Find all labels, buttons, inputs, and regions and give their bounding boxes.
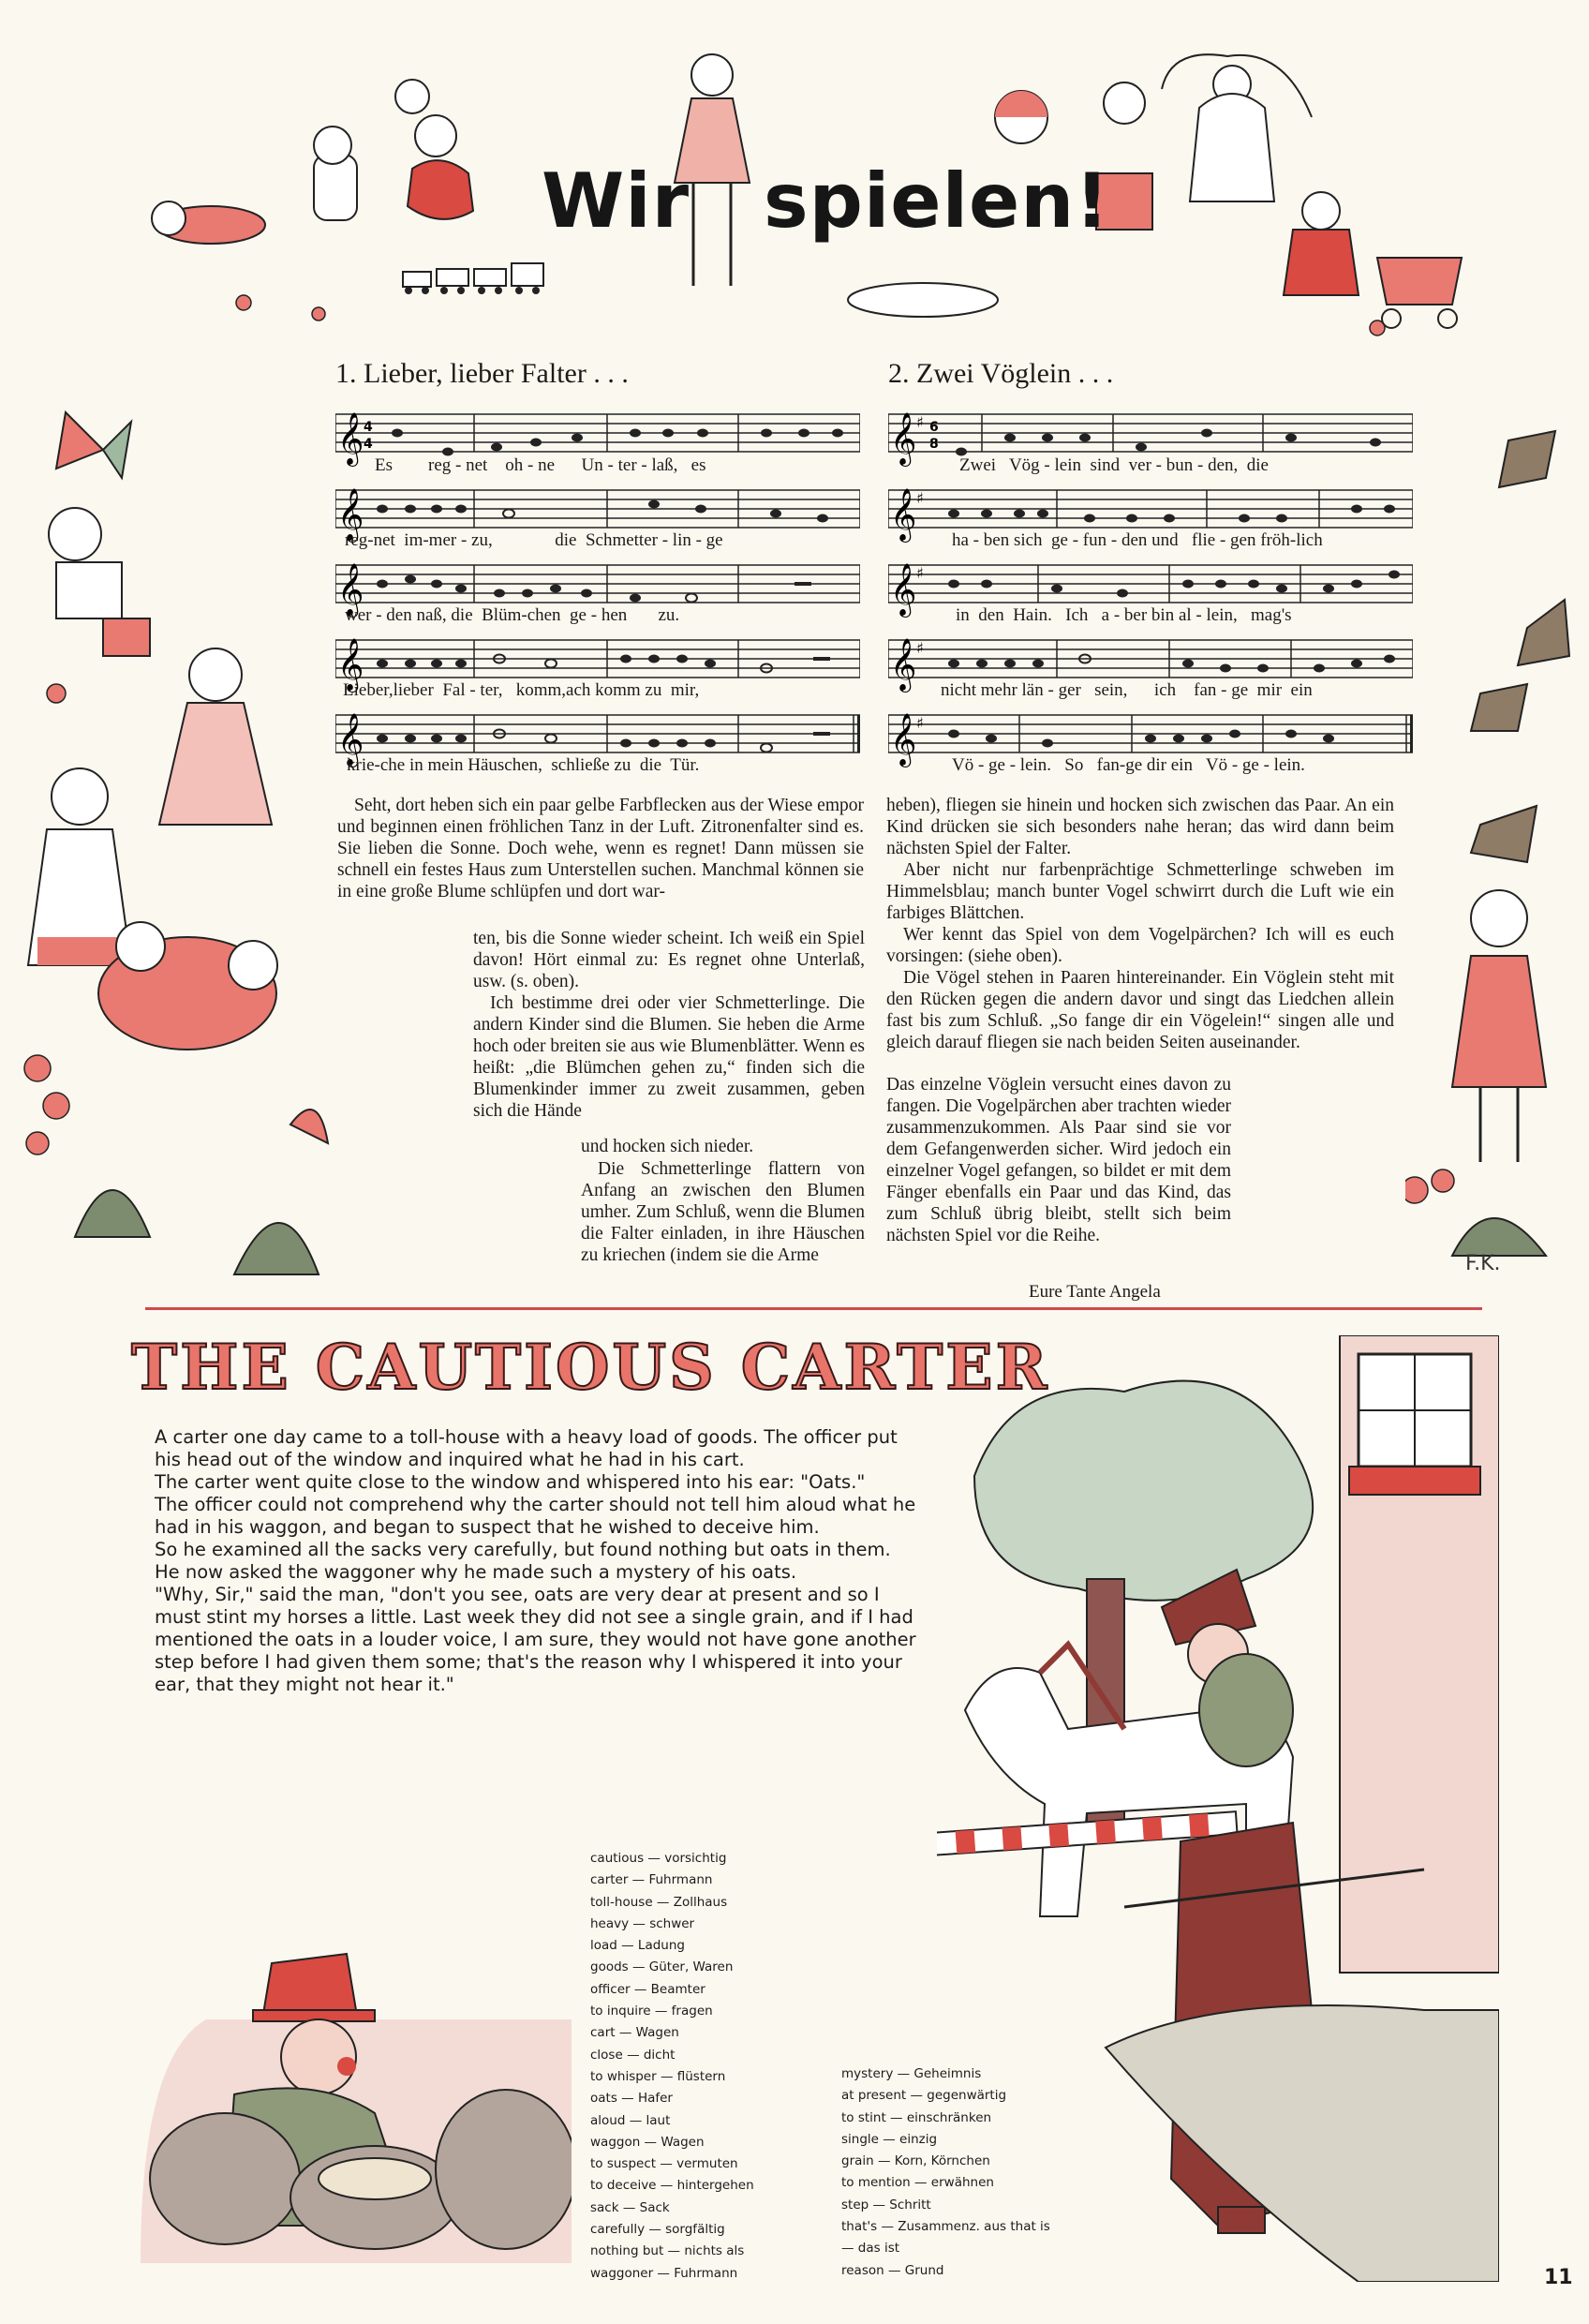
vocab-item: at present — gegenwärtig [841, 2088, 1007, 2104]
vocab-item: cautious — vorsichtig [590, 1851, 727, 1866]
vocab-item: heavy — schwer [590, 1915, 695, 1931]
vocab-item: load — Ladung [590, 1938, 685, 1954]
svg-text:𝄞: 𝄞 [337, 488, 364, 541]
officer-sacks-illustration [131, 1870, 572, 2263]
svg-text:♯: ♯ [916, 413, 924, 431]
paragraph: und hocken sich nieder. [581, 1137, 754, 1156]
vocab-item: grain — Korn, Körnchen [841, 2153, 990, 2169]
song-1-lyric-line-3: wer - den naß, die Blüm-chen ge - hen zu. [345, 605, 680, 625]
paragraph: Das einzelne Vöglein versucht eines davon zu fangen. Die Vogelpärchen aber trachten wieder zusammenzukommen. Als Paar sind sie vor dem Gefangenwerden sicher. Wird jedoch ein einzelner Vogel gefangen, so bildet er mit dem Fänger ebenfalls ein Paar und das Kind, das zum Schluß übrig bleibt, stellt sich beim nächsten Spiel vor die Reihe. [886, 1075, 1231, 1245]
page-number: 11 [1544, 2266, 1573, 2289]
story-paragraph: "Why, Sir," said the man, "don't you see, oats are very dear at present and so I must stint my horses a little. Last week they did not see a single grain, and if I had mentioned the oats in a louder voice, I am sure, they would not have gone another step before I had given them some; that's the reason why I whispered it into your ear, that they might not hear it." [155, 1584, 916, 1695]
artist-initials: F.K. [1465, 1252, 1501, 1275]
german-text-column-1d [581, 1158, 865, 1266]
paragraph: Seht, dort heben sich ein paar gelbe Farbflecken aus der Wiese empor und beginnen einen fröhlichen Tanz in der Luft. Zitronenfalter sind es. Sie lieben die Sonne. Doch wehe, wenn es regnet! Dann müssen sie schnell ein festes Haus zum Unterstellen suchen. Manchmal können sie in eine große Blume schlüpfen und dort war- [337, 796, 864, 901]
svg-text:8: 8 [929, 437, 939, 452]
vocab-item: carter — Fuhrmann [590, 1872, 713, 1888]
song-2-lyric-line-4: nicht mehr län - ger sein, ich fan - ge mir ein [941, 680, 1313, 700]
song-2-lyric-line-5: Vö - ge - lein. So fan-ge dir ein Vö - ge - lein. [952, 755, 1305, 775]
svg-text:♯: ♯ [916, 489, 924, 507]
svg-text:𝄞: 𝄞 [337, 713, 364, 766]
vocab-item: mystery — Geheimnis [841, 2066, 982, 2081]
butterfly-children-illustration [0, 394, 337, 1293]
vocab-item: carefully — sorgfältig [590, 2222, 725, 2238]
vocab-item: waggoner — Fuhrmann [590, 2265, 738, 2281]
german-text-column-2a [886, 795, 1394, 1053]
song-2-lyric-line-3: in den Hain. Ich a - ber bin al - lein, mag's [956, 605, 1292, 625]
vocab-item: aloud — laut [590, 2112, 671, 2128]
vocab-item: nothing but — nichts als [590, 2243, 745, 2259]
carter-title: THE CAUTIOUS CARTER [131, 1331, 1050, 1404]
vocabulary-list-2 [841, 2063, 1057, 2282]
german-text-column-2b [886, 1074, 1231, 1246]
vocab-item: officer — Beamter [590, 1981, 705, 1997]
vocabulary-list-1 [590, 1848, 754, 2285]
vocab-item: close — dicht [590, 2047, 676, 2063]
svg-text:𝄞: 𝄞 [337, 563, 364, 616]
vocab-item: goods — Güter, Waren [590, 1959, 734, 1975]
svg-text:4: 4 [364, 420, 373, 435]
vocab-item: cart — Wagen [590, 2025, 679, 2041]
paragraph: Aber nicht nur farbenprächtige Schmetterlinge schweben im Himmelsblau; manch bunter Vogel schwirrt durch die Luft wie ein farbiges Blättchen. [886, 860, 1394, 923]
svg-text:𝄞: 𝄞 [890, 412, 917, 465]
german-text-column-1a [337, 795, 864, 902]
vocab-item: to stint — einschränken [841, 2109, 992, 2125]
paragraph: ten, bis die Sonne wieder scheint. Ich weiß ein Spiel davon! Hört einmal zu: Es regnet ohne Unterlaß, usw. (s. oben). [473, 929, 865, 991]
song-1-lyric-line-4: Lieber,lieber Fal - ter, komm,ach komm zu mir, [343, 680, 700, 700]
paragraph: Ich bestimme drei oder vier Schmetterlinge. Die andern Kinder sind die Blumen. Sie heben die Arme hoch oder breiten sie aus wie Blumenblätter. Wenn es heißt: „die Blümchen gehen zu,“ finden sich die Blumenkinder immer zu zweit zusammen, geben sich die Hände [473, 993, 865, 1121]
vocab-item: oats — Hafer [590, 2091, 673, 2107]
section-divider [145, 1307, 1482, 1310]
vocab-item: sack — Sack [590, 2199, 670, 2215]
vocab-item: to deceive — hintergehen [590, 2178, 754, 2194]
story-paragraph: The carter went quite close to the window and whispered into his ear: "Oats." [155, 1471, 866, 1493]
vocab-item: to inquire — fragen [590, 2004, 713, 2019]
vocab-item: waggon — Wagen [590, 2134, 705, 2150]
paragraph: heben), fliegen sie hinein und hocken sich zwischen das Paar. An ein Kind drücken sie sich besonders nahe heran; das wird dann beim nächsten Spiel der Falter. [886, 796, 1394, 858]
paragraph: Wer kennt das Spiel von dem Vogelpärchen? Ich will es euch vorsingen: (siehe oben). [886, 925, 1394, 966]
vocab-item: to whisper — flüstern [590, 2068, 726, 2084]
song-1-lyric-line-5: krie-che in mein Häuschen, schließe zu die Tür. [347, 755, 700, 775]
vocab-item: reason — Grund [841, 2262, 944, 2278]
page-title-word-1: Wir [542, 157, 691, 245]
song-1-lyric-line-1: Es reg - net oh - ne Un - ter - laß, es [375, 455, 706, 475]
birds-girl-illustration [1405, 412, 1589, 1274]
paragraph: Die Vögel stehen in Paaren hintereinander. Ein Vöglein steht mit den Rücken gegen die andern davor und singt das Liedchen allein fast bis zum Schluß. „So fange dir ein Vögelein!“ singen alle und gleich darauf fliegen sie nach beiden Seiten auseinander. [886, 968, 1394, 1052]
svg-text:𝄞: 𝄞 [890, 638, 917, 691]
paragraph: Die Schmetterlinge flattern von Anfang an zwischen den Blumen umher. Zum Schluß, wenn die Blumen die Falter einladen, in ihre Häuschen zu kriechen (indem sie die Arme [581, 1159, 865, 1265]
story-paragraph: The officer could not comprehend why the carter should not tell him aloud what he had in his waggon, and began to suspect that he wished to deceive him. [155, 1494, 916, 1538]
svg-text:𝄞: 𝄞 [890, 488, 917, 541]
carter-story [155, 1426, 918, 1696]
svg-text:♯: ♯ [916, 714, 924, 732]
vocab-item: toll-house — Zollhaus [590, 1894, 728, 1910]
story-paragraph: So he examined all the sacks very carefully, but found nothing but oats in them. He now asked the waggoner why he made such a mystery of his oats. [155, 1539, 891, 1583]
german-text-column-1c [543, 1136, 865, 1157]
song-2-heading: 2. Zwei Vöglein . . . [888, 358, 1114, 389]
song-1-heading: 1. Lieber, lieber Falter . . . [335, 358, 629, 389]
story-paragraph: A carter one day came to a toll-house with a heavy load of goods. The officer put his head out of the window and inquired what he had in his cart. [155, 1426, 898, 1470]
svg-text:4: 4 [364, 437, 373, 452]
page-title-word-2: spielen! [764, 157, 1110, 245]
svg-text:𝄞: 𝄞 [337, 638, 364, 691]
svg-text:𝄞: 𝄞 [890, 713, 917, 766]
song-2-lyric-line-1: Zwei Vög - lein sind ver - bun - den, die [959, 455, 1269, 475]
german-text-column-1b [473, 928, 865, 1122]
vocab-item: to suspect — vermuten [590, 2156, 738, 2172]
song-1-lyric-line-2: reg-net im-mer - zu, die Schmetter - lin - ge [345, 530, 723, 550]
vocab-item: to mention — erwähnen [841, 2175, 994, 2191]
vocab-item: step — Schritt [841, 2197, 931, 2212]
vocab-item: that's — Zusammenz. aus that is — das ist [841, 2219, 1050, 2257]
svg-text:♯: ♯ [916, 639, 924, 657]
svg-text:6: 6 [929, 420, 939, 435]
song-2-lyric-line-2: ha - ben sich ge - fun - den und flie - gen fröh-lich [952, 530, 1323, 550]
svg-text:♯: ♯ [916, 564, 924, 582]
signature: Eure Tante Angela [1029, 1282, 1161, 1302]
svg-text:𝄞: 𝄞 [890, 563, 917, 616]
svg-text:𝄞: 𝄞 [337, 412, 364, 465]
vocab-item: single — einzig [841, 2131, 938, 2147]
